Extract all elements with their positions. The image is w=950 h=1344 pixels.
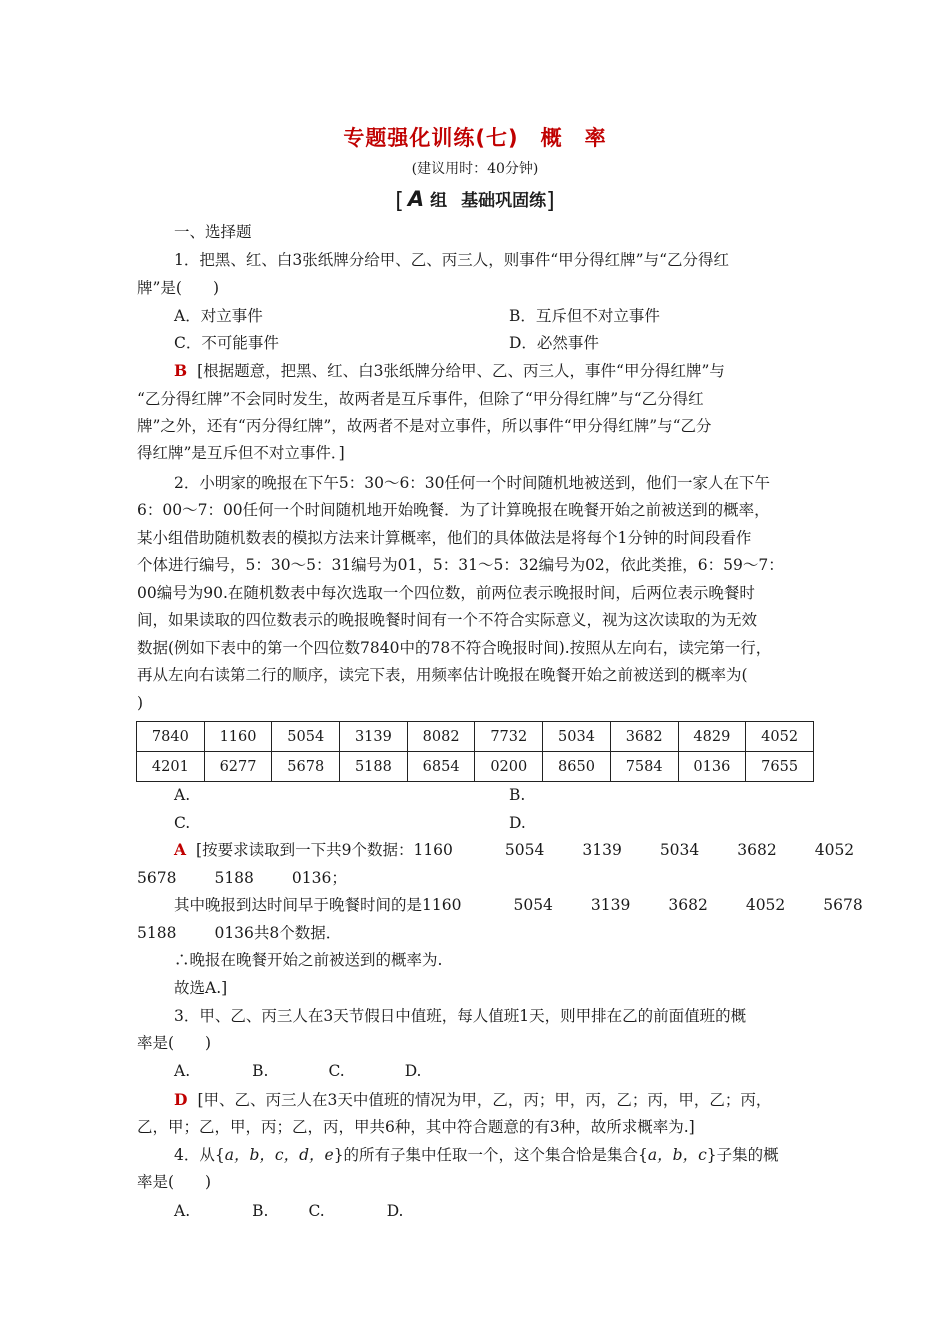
number: 5188	[137, 924, 177, 942]
q1-exp-line: 得红牌”是互斥但不对立事件．]	[137, 444, 345, 462]
table-cell: 4829	[678, 722, 746, 752]
page-title	[0, 122, 950, 152]
table-cell: 6277	[204, 752, 272, 782]
q4-line: 率是( )	[137, 1173, 212, 1191]
q2-option-d: D.	[509, 814, 526, 832]
q1-answer: B	[174, 361, 188, 380]
number: 1160	[413, 841, 453, 859]
group-letter: A	[407, 187, 425, 211]
q3-options	[174, 1061, 422, 1081]
group-heading	[0, 186, 950, 214]
q2-line: 数据(例如下表中的第一个四位数7840中的78不符合晚报时间).按照从左向右，读完第一行，	[137, 639, 772, 657]
q4-option-a: A.	[174, 1202, 191, 1220]
q2-exp-line	[137, 923, 341, 943]
q3-exp-line: 乙，甲；乙，甲，丙；乙，丙，甲共6种，其中符合题意的有3种，故所求概率为.]	[137, 1118, 695, 1136]
q1-exp-line: 牌”之外，还有“丙分得红牌”，故两者不是对立事件，所以事件“甲分得红牌”与“乙分	[137, 417, 712, 435]
q1-exp-line: [根据题意，把黑、红、白3张纸牌分给甲、乙、丙三人，事件“甲分得红牌”与	[197, 362, 725, 380]
table-cell: 3139	[340, 722, 408, 752]
number: 3139	[590, 896, 631, 914]
q3-explanation	[174, 1090, 771, 1110]
q2-option-b: B.	[509, 786, 526, 804]
table-cell: 4052	[746, 722, 814, 752]
q4-text: }的所有子集中任取一个，这个集合恰是集合{	[333, 1146, 648, 1164]
table-cell: 5678	[272, 752, 340, 782]
table-row	[137, 752, 814, 782]
q4-option-d: D.	[386, 1202, 404, 1220]
q2-exp-text: [按要求读取到一下共9个数据：	[196, 841, 414, 859]
number: 1160	[422, 896, 462, 914]
q4-text: 4．从{	[174, 1146, 225, 1164]
number: 5678	[823, 896, 863, 914]
q4-options	[174, 1201, 404, 1221]
q2-line: 00编号为90.在随机数表中每次选取一个四位数，前两位表示晚报时间，后两位表示晚餐时	[137, 584, 755, 602]
q1-line: 1．把黑、红、白3张纸牌分给甲、乙、丙三人，则事件“甲分得红牌”与“乙分得红	[174, 251, 729, 269]
number: 5034	[659, 841, 700, 859]
q2-line: 2．小明家的晚报在下午5：30～6：30任何一个时间随机地被送到，他们一家人在下午	[174, 474, 771, 492]
table-cell: 5188	[340, 752, 408, 782]
table-cell: 6854	[407, 752, 475, 782]
table-cell: 0200	[475, 752, 543, 782]
q4-option-b: B.	[252, 1202, 269, 1220]
table-cell: 8082	[407, 722, 475, 752]
group-label: 组	[430, 191, 448, 211]
q1-option-a: A．对立事件	[174, 307, 263, 325]
table-cell: 0136	[678, 752, 746, 782]
q2-answer: A	[174, 840, 187, 859]
number: 5678	[137, 869, 177, 887]
bracket-left: [	[395, 189, 404, 214]
table-cell: 8650	[543, 752, 611, 782]
q3-answer: D	[174, 1090, 188, 1109]
q4-line	[174, 1145, 779, 1165]
number: 3682	[737, 841, 777, 859]
q4-set: a，b，c	[647, 1146, 707, 1164]
table-cell: 4201	[137, 752, 205, 782]
suggested-time: (建议用时：40分钟)	[411, 161, 539, 177]
q2-exp-line	[137, 868, 347, 888]
q4-option-c: C.	[308, 1202, 325, 1220]
random-number-table	[136, 721, 814, 782]
q1-line: 牌”是( )	[137, 279, 220, 297]
table-cell: 5034	[543, 722, 611, 752]
q2-exp-line: ∴晚报在晚餐开始之前被送到的概率为.	[174, 951, 443, 969]
q1-option-b: B．互斥但不对立事件	[509, 307, 660, 325]
table-cell: 7584	[610, 752, 678, 782]
number: 5054	[504, 841, 545, 859]
number: 4052	[745, 896, 786, 914]
q3-line: 率是( )	[137, 1034, 212, 1052]
q4-set: a，b，c，d，e	[224, 1146, 334, 1164]
title-main: 专题强化训练(七)	[343, 126, 519, 150]
q2-line: 间，如果读取的四位数表示的晚报晚餐时间有一个不符合实际意义，视为这次读取的为无效	[137, 611, 758, 629]
q3-line: 3．甲、乙、丙三人在3天节假日中值班，每人值班1天，则甲排在乙的前面值班的概	[174, 1007, 747, 1025]
q1-explanation	[174, 361, 725, 381]
q2-exp-text: 0136共8个数据．	[214, 924, 342, 942]
q3-option-c: C.	[328, 1062, 345, 1080]
table-cell: 7732	[475, 722, 543, 752]
table-cell: 7840	[137, 722, 205, 752]
q2-line: 某小组借助随机数表的模拟方法来计算概率，他们的具体做法是将每个1分钟的时间段看作	[137, 529, 752, 547]
q3-option-d: D.	[404, 1062, 422, 1080]
bracket-right: ]	[546, 189, 555, 214]
number: 5054	[513, 896, 553, 914]
q3-option-a: A.	[174, 1062, 191, 1080]
number: 5188	[214, 869, 254, 887]
table-cell: 5054	[272, 722, 340, 752]
q1-option-c: C．不可能事件	[174, 334, 279, 352]
q2-exp-line: 故选A.]	[174, 979, 228, 997]
number: 3139	[582, 841, 622, 859]
number: 0136；	[291, 869, 347, 887]
table-cell: 7655	[746, 752, 814, 782]
number: 4052	[814, 841, 855, 859]
q2-option-c: C.	[174, 814, 191, 832]
q1-option-d: D．必然事件	[509, 334, 599, 352]
table-cell: 1160	[204, 722, 272, 752]
q2-exp-text: 其中晚报到达时间早于晚餐时间的是	[174, 896, 423, 914]
q3-exp-line: [甲、乙、丙三人在3天中值班的情况为甲，乙，丙；甲，丙，乙；丙，甲，乙；丙，	[197, 1091, 772, 1109]
q2-option-a: A.	[174, 786, 191, 804]
q2-line: 个体进行编号，5：30～5：31编号为01，5：31～5：32编号为02，依此类推，6：59～7：	[137, 556, 784, 574]
table-cell: 3682	[610, 722, 678, 752]
q2-line: 再从左向右读第二行的顺序，读完下表，用频率估计晚报在晚餐开始之前被送到的概率为(	[137, 666, 748, 684]
q3-option-b: B.	[252, 1062, 269, 1080]
q2-line: )	[137, 694, 144, 712]
section-heading: 一、选择题	[174, 223, 252, 241]
group-name: 基础巩固练	[461, 191, 547, 211]
q1-exp-line: “乙分得红牌”不会同时发生，故两者是互斥事件，但除了“甲分得红牌”与“乙分得红	[137, 390, 704, 408]
q2-exp-line	[174, 895, 863, 915]
q2-line: 6：00～7：00任何一个时间随机地开始晚餐．为了计算晚报在晚餐开始之前被送到的概率，	[137, 501, 770, 519]
title-topic: 概 率	[540, 126, 607, 150]
q4-text: }子集的概	[706, 1146, 779, 1164]
q2-explanation	[174, 840, 854, 860]
table-row	[137, 722, 814, 752]
number: 3682	[668, 896, 708, 914]
